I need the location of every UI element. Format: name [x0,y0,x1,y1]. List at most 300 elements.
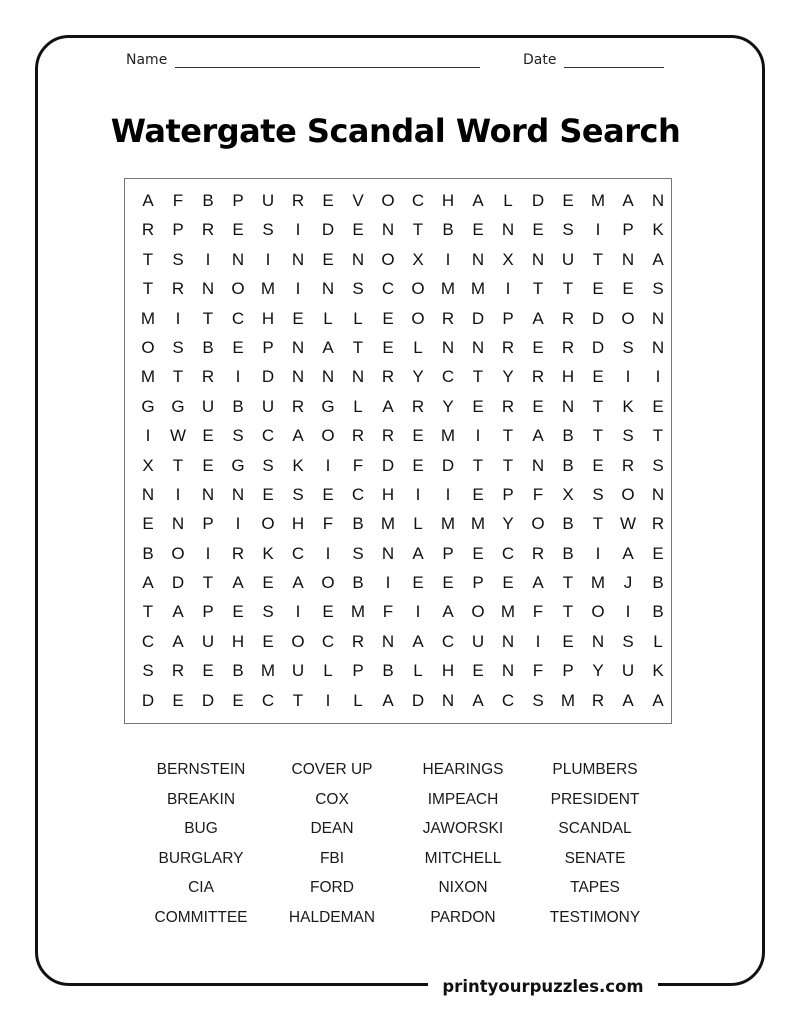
grid-cell[interactable]: P [502,308,514,328]
grid-cell[interactable]: Y [592,661,604,681]
grid-cell[interactable]: F [532,661,544,681]
grid-cell[interactable]: N [291,367,305,387]
grid-cell[interactable]: P [172,220,184,240]
grid-cell[interactable]: O [411,308,425,328]
grid-cell[interactable]: M [380,514,396,534]
grid-cell[interactable]: R [591,690,605,710]
grid-cell[interactable]: B [652,573,664,593]
grid-cell[interactable]: I [415,484,421,504]
grid-cell[interactable]: N [471,249,485,269]
grid-cell[interactable]: T [592,249,604,269]
grid-cell[interactable]: M [260,661,276,681]
grid-cell[interactable]: I [625,602,631,622]
grid-cell[interactable]: A [142,191,154,210]
grid-cell[interactable]: J [623,573,633,593]
grid-cell[interactable]: R [651,514,665,534]
grid-cell[interactable]: I [385,573,391,593]
grid-cell[interactable]: T [472,367,484,387]
grid-cell[interactable]: A [382,690,394,710]
grid-cell[interactable]: R [351,631,365,651]
grid-cell[interactable]: B [382,661,394,681]
grid-cell[interactable]: C [411,191,425,210]
grid-cell[interactable]: R [291,191,305,210]
grid-cell[interactable]: N [501,661,515,681]
grid-cell[interactable]: L [323,661,333,681]
grid-cell[interactable]: N [291,249,305,269]
grid-cell[interactable]: T [142,249,154,269]
grid-cell[interactable]: M [590,191,606,210]
grid-cell[interactable]: M [500,602,516,622]
grid-cell[interactable]: L [353,308,363,328]
grid-cell[interactable]: I [175,484,181,504]
grid-cell[interactable]: E [382,308,394,328]
grid-cell[interactable]: I [505,279,511,299]
grid-cell[interactable]: R [621,455,635,475]
grid-cell[interactable]: A [382,396,394,416]
grid-cell[interactable]: G [231,455,245,475]
grid-cell[interactable]: A [472,690,484,710]
grid-cell[interactable]: A [622,690,634,710]
grid-cell[interactable]: N [381,220,395,240]
grid-cell[interactable]: S [232,426,244,446]
grid-cell[interactable]: E [592,279,604,299]
grid-cell[interactable]: E [322,602,334,622]
grid-cell[interactable]: A [292,573,304,593]
grid-cell[interactable]: P [262,337,274,357]
grid-cell[interactable]: R [231,543,245,563]
grid-cell[interactable]: H [231,631,245,651]
grid-cell[interactable]: O [321,426,335,446]
grid-cell[interactable]: D [411,690,425,710]
grid-cell[interactable]: C [351,484,365,504]
grid-cell[interactable]: E [562,631,574,651]
grid-cell[interactable]: E [532,220,544,240]
grid-cell[interactable]: M [470,279,486,299]
grid-cell[interactable]: R [501,396,515,416]
grid-cell[interactable]: A [172,631,184,651]
grid-cell[interactable]: M [470,514,486,534]
grid-cell[interactable]: R [381,426,395,446]
grid-cell[interactable]: L [353,396,363,416]
grid-cell[interactable]: N [531,249,545,269]
grid-cell[interactable]: C [261,690,275,710]
grid-cell[interactable]: B [232,661,244,681]
grid-cell[interactable]: E [322,191,334,210]
grid-cell[interactable]: P [352,661,364,681]
grid-cell[interactable]: Y [502,367,514,387]
grid-cell[interactable]: N [201,484,215,504]
grid-cell[interactable]: N [321,367,335,387]
grid-cell[interactable]: I [235,367,241,387]
grid-cell[interactable]: O [621,308,635,328]
grid-cell[interactable]: A [412,543,424,563]
grid-cell[interactable]: E [472,661,484,681]
grid-cell[interactable]: I [475,426,481,446]
grid-cell[interactable]: R [201,220,215,240]
grid-cell[interactable]: S [352,279,364,299]
grid-cell[interactable]: L [353,690,363,710]
grid-cell[interactable]: E [472,396,484,416]
grid-cell[interactable]: S [622,631,634,651]
grid-cell[interactable]: R [531,543,545,563]
grid-cell[interactable]: E [322,484,334,504]
grid-cell[interactable]: X [412,249,424,269]
grid-cell[interactable]: G [171,396,185,416]
grid-cell[interactable]: I [415,602,421,622]
grid-cell[interactable]: T [472,455,484,475]
grid-cell[interactable]: B [142,543,154,563]
grid-cell[interactable]: E [472,484,484,504]
grid-cell[interactable]: L [653,631,663,651]
grid-cell[interactable]: N [441,337,455,357]
grid-cell[interactable]: V [352,191,364,210]
grid-cell[interactable]: E [202,455,214,475]
grid-cell[interactable]: L [413,337,423,357]
grid-cell[interactable]: X [562,484,574,504]
grid-cell[interactable]: F [532,484,544,504]
grid-cell[interactable]: Y [442,396,454,416]
grid-cell[interactable]: C [501,690,515,710]
grid-cell[interactable]: O [621,484,635,504]
grid-cell[interactable]: D [381,455,395,475]
grid-cell[interactable]: I [625,367,631,387]
grid-cell[interactable]: X [502,249,514,269]
grid-cell[interactable]: P [562,661,574,681]
grid-cell[interactable]: R [171,661,185,681]
grid-cell[interactable]: U [261,191,275,210]
grid-cell[interactable]: N [381,543,395,563]
grid-cell[interactable]: K [292,455,304,475]
grid-cell[interactable]: S [262,455,274,475]
grid-cell[interactable]: N [501,220,515,240]
grid-cell[interactable]: B [562,426,574,446]
grid-cell[interactable]: E [412,455,424,475]
grid-cell[interactable]: C [291,543,305,563]
grid-cell[interactable]: F [382,602,394,622]
grid-cell[interactable]: D [201,690,215,710]
grid-cell[interactable]: N [231,484,245,504]
grid-cell[interactable]: B [232,396,244,416]
grid-cell[interactable]: R [531,367,545,387]
grid-cell[interactable]: R [291,396,305,416]
grid-cell[interactable]: E [622,279,634,299]
grid-cell[interactable]: K [262,543,274,563]
grid-cell[interactable]: P [202,514,214,534]
grid-cell[interactable]: U [561,249,575,269]
grid-cell[interactable]: S [622,426,634,446]
grid-cell[interactable]: H [561,367,575,387]
grid-cell[interactable]: B [442,220,454,240]
date-input-line[interactable] [564,54,664,68]
grid-cell[interactable]: T [292,690,304,710]
grid-cell[interactable]: N [441,690,455,710]
grid-cell[interactable]: E [442,573,454,593]
grid-cell[interactable]: I [265,249,271,269]
grid-cell[interactable]: T [592,426,604,446]
grid-cell[interactable]: I [325,690,331,710]
grid-cell[interactable]: R [441,308,455,328]
grid-cell[interactable]: A [532,426,544,446]
grid-cell[interactable]: R [501,337,515,357]
grid-cell[interactable]: T [502,455,514,475]
grid-cell[interactable]: N [651,484,665,504]
grid-cell[interactable]: S [562,220,574,240]
grid-cell[interactable]: W [169,426,187,446]
grid-cell[interactable]: R [561,308,575,328]
grid-cell[interactable]: M [440,279,456,299]
grid-cell[interactable]: I [235,514,241,534]
grid-cell[interactable]: S [352,543,364,563]
grid-cell[interactable]: Y [412,367,424,387]
grid-cell[interactable]: N [621,249,635,269]
grid-cell[interactable]: C [501,543,515,563]
grid-cell[interactable]: I [205,249,211,269]
grid-cell[interactable]: M [440,514,456,534]
grid-cell[interactable]: E [322,249,334,269]
grid-cell[interactable]: I [655,367,661,387]
grid-cell[interactable]: H [291,514,305,534]
grid-cell[interactable]: M [140,308,156,328]
grid-cell[interactable]: S [172,249,184,269]
grid-cell[interactable]: S [652,279,664,299]
grid-cell[interactable]: E [472,543,484,563]
grid-cell[interactable]: M [350,602,366,622]
grid-cell[interactable]: A [652,249,664,269]
grid-cell[interactable]: B [562,543,574,563]
grid-cell[interactable]: N [291,337,305,357]
grid-cell[interactable]: I [325,455,331,475]
grid-cell[interactable]: K [622,396,634,416]
grid-cell[interactable]: T [142,602,154,622]
grid-cell[interactable]: T [562,279,574,299]
grid-cell[interactable]: A [172,602,184,622]
grid-cell[interactable]: U [471,631,485,651]
grid-cell[interactable]: A [232,573,244,593]
grid-cell[interactable]: E [292,308,304,328]
grid-cell[interactable]: U [291,661,305,681]
grid-cell[interactable]: E [532,337,544,357]
grid-cell[interactable]: U [201,631,215,651]
grid-cell[interactable]: O [471,602,485,622]
grid-cell[interactable]: C [321,631,335,651]
grid-cell[interactable]: A [532,308,544,328]
grid-cell[interactable]: U [621,661,635,681]
grid-cell[interactable]: R [351,426,365,446]
grid-cell[interactable]: E [412,573,424,593]
grid-cell[interactable]: E [652,396,664,416]
grid-cell[interactable]: T [352,337,364,357]
grid-cell[interactable]: E [382,337,394,357]
grid-cell[interactable]: K [652,220,664,240]
grid-cell[interactable]: M [590,573,606,593]
grid-cell[interactable]: D [441,455,455,475]
grid-cell[interactable]: K [652,661,664,681]
grid-cell[interactable]: S [622,337,634,357]
grid-cell[interactable]: N [561,396,575,416]
grid-cell[interactable]: D [591,337,605,357]
grid-cell[interactable]: T [172,367,184,387]
grid-cell[interactable]: I [595,543,601,563]
grid-cell[interactable]: S [262,220,274,240]
grid-cell[interactable]: G [321,396,335,416]
grid-cell[interactable]: X [142,455,154,475]
grid-cell[interactable]: B [352,573,364,593]
grid-cell[interactable]: E [652,543,664,563]
grid-cell[interactable]: T [592,514,604,534]
grid-cell[interactable]: T [202,308,214,328]
grid-cell[interactable]: E [142,514,154,534]
grid-cell[interactable]: C [441,631,455,651]
grid-cell[interactable]: R [141,220,155,240]
grid-cell[interactable]: B [562,455,574,475]
grid-cell[interactable]: S [172,337,184,357]
grid-cell[interactable]: P [502,484,514,504]
grid-cell[interactable]: A [652,690,664,710]
grid-cell[interactable]: L [323,308,333,328]
grid-cell[interactable]: T [532,279,544,299]
grid-cell[interactable]: A [622,191,634,210]
grid-cell[interactable]: D [141,690,155,710]
grid-cell[interactable]: R [561,337,575,357]
grid-cell[interactable]: B [652,602,664,622]
grid-cell[interactable]: D [171,573,185,593]
grid-cell[interactable]: O [591,602,605,622]
grid-cell[interactable]: S [532,690,544,710]
grid-cell[interactable]: T [562,573,574,593]
grid-cell[interactable]: T [592,396,604,416]
grid-cell[interactable]: B [352,514,364,534]
grid-cell[interactable]: H [261,308,275,328]
grid-cell[interactable]: E [592,455,604,475]
grid-cell[interactable]: A [472,191,484,210]
grid-cell[interactable]: Y [502,514,514,534]
grid-cell[interactable]: I [595,220,601,240]
grid-cell[interactable]: A [532,573,544,593]
grid-cell[interactable]: E [262,631,274,651]
grid-cell[interactable]: T [562,602,574,622]
grid-cell[interactable]: D [531,191,545,210]
grid-cell[interactable]: T [172,455,184,475]
grid-cell[interactable]: N [471,337,485,357]
grid-cell[interactable]: L [413,661,423,681]
grid-cell[interactable]: F [322,514,334,534]
grid-cell[interactable]: F [352,455,364,475]
grid-cell[interactable]: E [262,573,274,593]
grid-cell[interactable]: O [141,337,155,357]
grid-cell[interactable]: R [201,367,215,387]
grid-cell[interactable]: E [262,484,274,504]
grid-cell[interactable]: O [291,631,305,651]
grid-cell[interactable]: B [202,191,214,210]
grid-cell[interactable]: I [325,543,331,563]
grid-cell[interactable]: E [592,367,604,387]
grid-cell[interactable]: H [441,661,455,681]
grid-cell[interactable]: E [532,396,544,416]
grid-cell[interactable]: O [411,279,425,299]
name-input-line[interactable] [175,54,480,68]
grid-cell[interactable]: E [352,220,364,240]
grid-cell[interactable]: S [652,455,664,475]
grid-cell[interactable]: P [202,602,214,622]
grid-cell[interactable]: I [445,249,451,269]
grid-cell[interactable]: E [202,661,214,681]
grid-cell[interactable]: O [261,514,275,534]
grid-cell[interactable]: U [201,396,215,416]
grid-cell[interactable]: N [591,631,605,651]
grid-cell[interactable]: M [140,367,156,387]
grid-cell[interactable]: O [381,191,395,210]
grid-cell[interactable]: H [381,484,395,504]
grid-cell[interactable]: M [560,690,576,710]
grid-cell[interactable]: R [171,279,185,299]
grid-cell[interactable]: N [201,279,215,299]
grid-cell[interactable]: N [141,484,155,504]
grid-cell[interactable]: N [651,191,665,210]
grid-cell[interactable]: A [322,337,334,357]
grid-cell[interactable]: D [471,308,485,328]
grid-cell[interactable]: E [232,690,244,710]
grid-cell[interactable]: E [232,337,244,357]
grid-cell[interactable]: N [351,249,365,269]
grid-cell[interactable]: E [232,602,244,622]
grid-cell[interactable]: M [260,279,276,299]
grid-cell[interactable]: A [142,573,154,593]
grid-cell[interactable]: M [440,426,456,446]
grid-cell[interactable]: T [652,426,664,446]
grid-cell[interactable]: S [262,602,274,622]
grid-cell[interactable]: N [381,631,395,651]
grid-cell[interactable]: D [261,367,275,387]
grid-cell[interactable]: P [442,543,454,563]
grid-cell[interactable]: D [591,308,605,328]
grid-cell[interactable]: O [321,573,335,593]
grid-cell[interactable]: N [321,279,335,299]
grid-cell[interactable]: N [171,514,185,534]
grid-cell[interactable]: I [445,484,451,504]
grid-cell[interactable]: A [442,602,454,622]
grid-cell[interactable]: B [562,514,574,534]
grid-cell[interactable]: O [231,279,245,299]
grid-cell[interactable]: F [532,602,544,622]
grid-cell[interactable]: I [175,308,181,328]
grid-cell[interactable]: U [261,396,275,416]
grid-cell[interactable]: N [501,631,515,651]
grid-cell[interactable]: C [441,367,455,387]
grid-cell[interactable]: N [351,367,365,387]
grid-cell[interactable]: O [531,514,545,534]
grid-cell[interactable]: W [619,514,637,534]
grid-cell[interactable]: O [381,249,395,269]
grid-cell[interactable]: I [295,220,301,240]
grid-cell[interactable]: P [232,191,244,210]
grid-cell[interactable]: N [531,455,545,475]
grid-cell[interactable]: T [202,573,214,593]
grid-cell[interactable]: L [503,191,513,210]
grid-cell[interactable]: T [502,426,514,446]
grid-cell[interactable]: N [231,249,245,269]
grid-cell[interactable]: R [381,367,395,387]
grid-cell[interactable]: C [261,426,275,446]
grid-cell[interactable]: I [205,543,211,563]
grid-cell[interactable]: D [321,220,335,240]
grid-cell[interactable]: N [651,308,665,328]
grid-cell[interactable]: A [292,426,304,446]
grid-cell[interactable]: I [295,279,301,299]
grid-cell[interactable]: C [141,631,155,651]
grid-cell[interactable]: I [535,631,541,651]
grid-cell[interactable]: E [172,690,184,710]
letter-grid[interactable] [124,178,672,724]
